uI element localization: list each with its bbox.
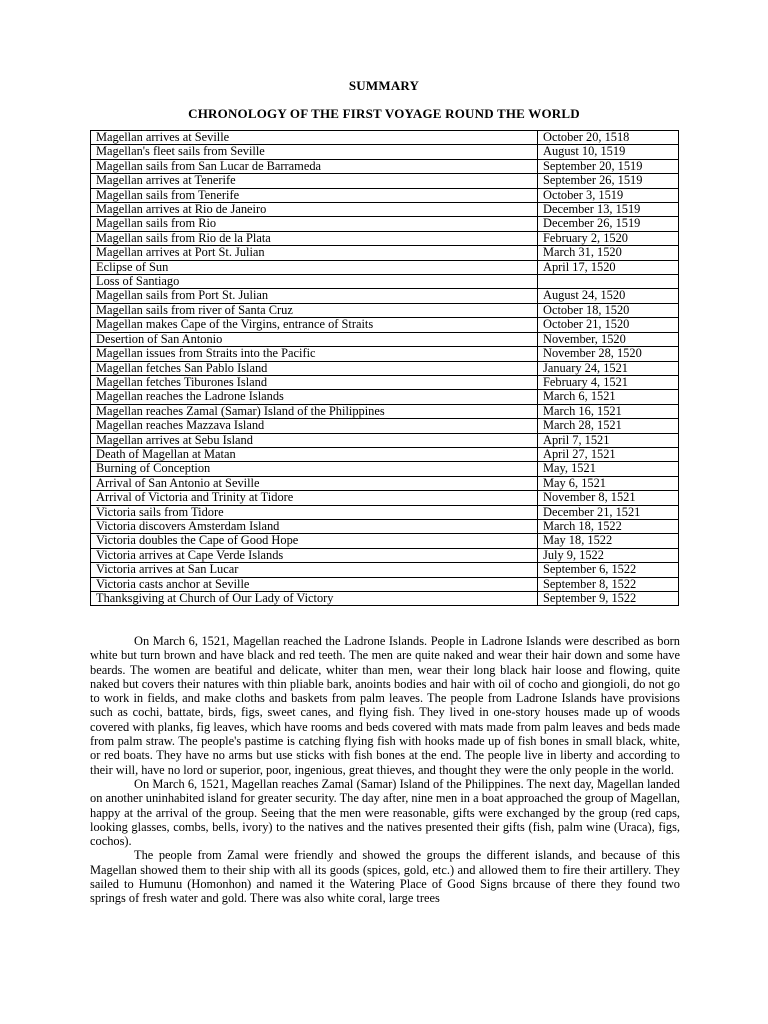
- event-cell: Magellan issues from Straits into the Pacific: [91, 347, 538, 361]
- date-cell: April 7, 1521: [538, 433, 679, 447]
- date-cell: September 9, 1522: [538, 592, 679, 606]
- date-cell: April 17, 1520: [538, 260, 679, 274]
- table-row: [91, 159, 679, 173]
- table-row: [91, 217, 679, 231]
- table-row: [91, 275, 679, 289]
- event-cell: Magellan arrives at Rio de Janeiro: [91, 203, 538, 217]
- date-cell: March 18, 1522: [538, 519, 679, 533]
- date-cell: March 31, 1520: [538, 246, 679, 260]
- date-cell: December 21, 1521: [538, 505, 679, 519]
- chronology-table: [90, 130, 679, 606]
- table-row: [91, 289, 679, 303]
- date-cell: October 18, 1520: [538, 303, 679, 317]
- event-cell: Death of Magellan at Matan: [91, 447, 538, 461]
- table-row: [91, 563, 679, 577]
- date-cell: September 8, 1522: [538, 577, 679, 591]
- event-cell: Victoria discovers Amsterdam Island: [91, 519, 538, 533]
- event-cell: Magellan arrives at Port St. Julian: [91, 246, 538, 260]
- date-cell: February 2, 1520: [538, 231, 679, 245]
- table-row: [91, 318, 679, 332]
- table-row: [91, 131, 679, 145]
- date-cell: October 3, 1519: [538, 188, 679, 202]
- table-row: [91, 491, 679, 505]
- date-cell: May 18, 1522: [538, 534, 679, 548]
- event-cell: Magellan reaches the Ladrone Islands: [91, 390, 538, 404]
- table-row: [91, 548, 679, 562]
- date-cell: October 20, 1518: [538, 131, 679, 145]
- chronology-title: CHRONOLOGY OF THE FIRST VOYAGE ROUND THE WORLD: [188, 106, 580, 121]
- event-cell: Magellan sails from Tenerife: [91, 188, 538, 202]
- table-row: [91, 188, 679, 202]
- event-cell: Magellan's fleet sails from Seville: [91, 145, 538, 159]
- event-cell: Magellan sails from Rio: [91, 217, 538, 231]
- date-cell: September 20, 1519: [538, 159, 679, 173]
- narrative-text: [90, 634, 680, 906]
- table-row: [91, 390, 679, 404]
- date-cell: September 6, 1522: [538, 563, 679, 577]
- table-row: [91, 260, 679, 274]
- event-cell: Magellan reaches Zamal (Samar) Island of the Philippines: [91, 404, 538, 418]
- event-cell: Magellan fetches Tiburones Island: [91, 375, 538, 389]
- table-row: [91, 246, 679, 260]
- event-cell: Magellan sails from San Lucar de Barrameda: [91, 159, 538, 173]
- date-cell: [538, 275, 679, 289]
- event-cell: Victoria arrives at Cape Verde Islands: [91, 548, 538, 562]
- table-row: [91, 203, 679, 217]
- table-row: [91, 476, 679, 490]
- table-row: [91, 361, 679, 375]
- event-cell: Magellan sails from Port St. Julian: [91, 289, 538, 303]
- event-cell: Victoria casts anchor at Seville: [91, 577, 538, 591]
- table-row: [91, 174, 679, 188]
- table-row: [91, 534, 679, 548]
- date-cell: November, 1520: [538, 332, 679, 346]
- date-cell: April 27, 1521: [538, 447, 679, 461]
- event-cell: Magellan fetches San Pablo Island: [91, 361, 538, 375]
- table-row: [91, 447, 679, 461]
- paragraph: On March 6, 1521, Magellan reaches Zamal (Samar) Island of the Philippines. The next day, Magellan landed on another uninhabited island for greater security. The day after, nine men in a boat approached the group of Magellan, happy at the arrival of the group. Seeing that the men were reasonable, gifts were exchanged by the group (red caps, looking glasses, combs, bells, ivory) to the natives and the natives presented their gifts (fish, palm wine (Uraca), figs, cochos).: [90, 776, 680, 849]
- event-cell: Magellan arrives at Seville: [91, 131, 538, 145]
- event-cell: Magellan makes Cape of the Virgins, entrance of Straits: [91, 318, 538, 332]
- event-cell: Eclipse of Sun: [91, 260, 538, 274]
- event-cell: Arrival of San Antonio at Seville: [91, 476, 538, 490]
- event-cell: Arrival of Victoria and Trinity at Tidore: [91, 491, 538, 505]
- table-row: [91, 519, 679, 533]
- date-cell: March 28, 1521: [538, 419, 679, 433]
- table-row: [91, 347, 679, 361]
- table-row: [91, 404, 679, 418]
- date-cell: May, 1521: [538, 462, 679, 476]
- date-cell: December 26, 1519: [538, 217, 679, 231]
- chronology-table-body: [91, 131, 679, 606]
- date-cell: November 28, 1520: [538, 347, 679, 361]
- event-cell: Magellan arrives at Tenerife: [91, 174, 538, 188]
- paragraph: The people from Zamal were friendly and showed the groups the different islands, and because of this Magellan showed them to their ship with all its goods (spices, gold, etc.) and allowed them to fire their artillery. They sailed to Humunu (Homonhon) and named it the Watering Place of Good Signs brcause of there they found two springs of fresh water and gold. There was also white coral, large trees: [90, 848, 680, 906]
- event-cell: Magellan arrives at Sebu Island: [91, 433, 538, 447]
- table-row: [91, 231, 679, 245]
- date-cell: October 21, 1520: [538, 318, 679, 332]
- event-cell: Desertion of San Antonio: [91, 332, 538, 346]
- date-cell: November 8, 1521: [538, 491, 679, 505]
- event-cell: Thanksgiving at Church of Our Lady of Victory: [91, 592, 538, 606]
- summary-heading: SUMMARY: [348, 78, 420, 93]
- date-cell: February 4, 1521: [538, 375, 679, 389]
- table-row: [91, 577, 679, 591]
- event-cell: Loss of Santiago: [91, 275, 538, 289]
- date-cell: August 24, 1520: [538, 289, 679, 303]
- table-row: [91, 462, 679, 476]
- table-row: [91, 375, 679, 389]
- date-cell: March 16, 1521: [538, 404, 679, 418]
- event-cell: Magellan sails from Rio de la Plata: [91, 231, 538, 245]
- event-cell: Magellan reaches Mazzava Island: [91, 419, 538, 433]
- event-cell: Victoria sails from Tidore: [91, 505, 538, 519]
- table-row: [91, 332, 679, 346]
- table-row: [91, 592, 679, 606]
- date-cell: September 26, 1519: [538, 174, 679, 188]
- date-cell: January 24, 1521: [538, 361, 679, 375]
- date-cell: May 6, 1521: [538, 476, 679, 490]
- date-cell: December 13, 1519: [538, 203, 679, 217]
- date-cell: August 10, 1519: [538, 145, 679, 159]
- event-cell: Burning of Conception: [91, 462, 538, 476]
- date-cell: July 9, 1522: [538, 548, 679, 562]
- table-row: [91, 433, 679, 447]
- paragraph: On March 6, 1521, Magellan reached the Ladrone Islands. People in Ladrone Islands were described as born white but turn brown and have black and red teeth. The men are quite naked and wear their hair down and some have beards. The women are beatiful and delicate, whiter than men, wear their long black hair loose and flowing, quite naked but covers their natures with thin pliable bark, anoints bodies and hair with oil of cocho and giongioli, do not go to work in fields, and make cloths and baskets from palm leaves. The people from Ladrone Islands have provisions such as cochi, battate, birds, figs, sweet canes, and flying fish. They lived in one-story houses made up of woods covered with planks, fig leaves, which have rooms and beds covered with mats made from palm leaves and beds made from palm straw. The people's pastime is catching flying fish with hooks made up of fish bones in small black, white, or red boats. They have no arms but use sticks with fish bones at the end. The people live in liberty and according to their will, have no lord or superior, poor, ingenious, great thieves, and thought they were the only people in the world.: [90, 634, 680, 777]
- table-row: [91, 505, 679, 519]
- table-row: [91, 145, 679, 159]
- table-row: [91, 303, 679, 317]
- event-cell: Magellan sails from river of Santa Cruz: [91, 303, 538, 317]
- event-cell: Victoria doubles the Cape of Good Hope: [91, 534, 538, 548]
- event-cell: Victoria arrives at San Lucar: [91, 563, 538, 577]
- date-cell: March 6, 1521: [538, 390, 679, 404]
- table-row: [91, 419, 679, 433]
